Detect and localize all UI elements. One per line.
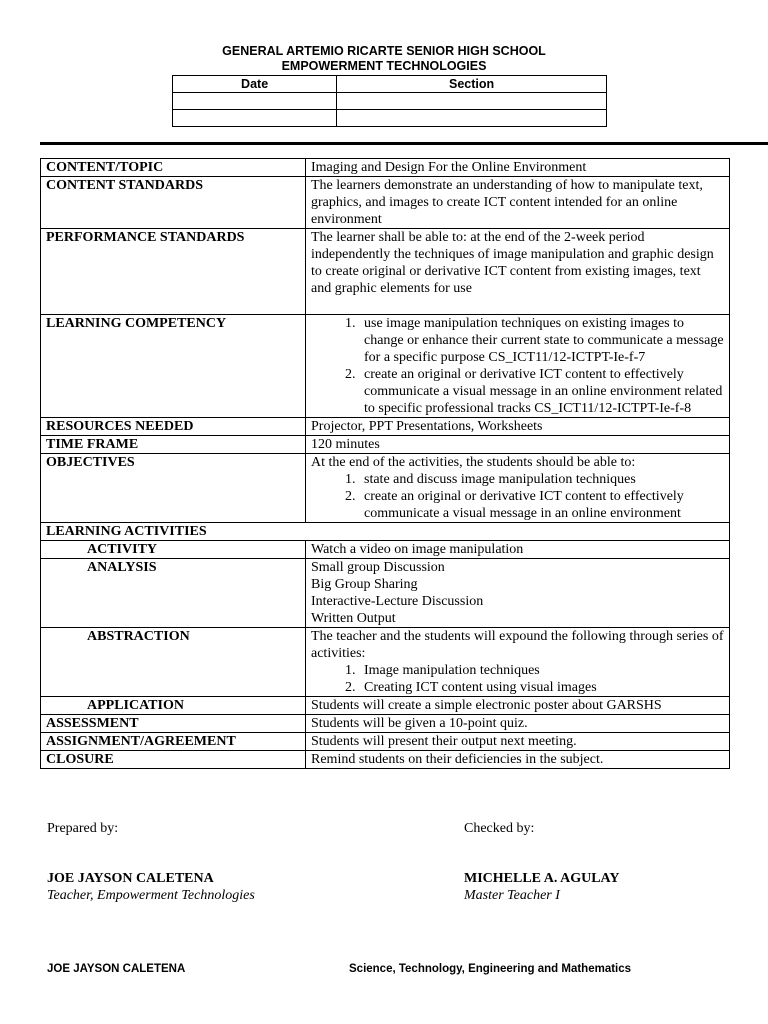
value [306, 559, 730, 628]
preparer-name: JOE JAYSON CALETENA [47, 871, 214, 886]
value: Watch a video on image manipulation [306, 541, 730, 559]
label: PERFORMANCE STANDARDS [41, 229, 306, 315]
checker-title: Master Teacher I [464, 888, 560, 903]
row-application [41, 697, 730, 715]
row-learning-activities [41, 523, 730, 541]
row-time-frame [41, 436, 730, 454]
analysis-line: Interactive-Lecture Discussion [311, 594, 484, 609]
row-abstraction [41, 628, 730, 697]
date-header: Date [173, 76, 337, 93]
abstraction-intro: The teacher and the students will expound the following through series of activities: [311, 629, 724, 661]
subject-title: EMPOWERMENT TECHNOLOGIES [281, 59, 487, 73]
list-item: 2. create an original or derivative ICT content to effectively communicate a visual message in an online environment [359, 488, 724, 522]
label: ASSIGNMENT/AGREEMENT [41, 733, 306, 751]
lesson-plan-table [40, 158, 730, 769]
list-item: 2. Creating ICT content using visual images [359, 679, 724, 696]
footer-strand: Science, Technology, Engineering and Mathematics [349, 963, 632, 975]
row-analysis [41, 559, 730, 628]
value: Students will be given a 10-point quiz. [306, 715, 730, 733]
value: Students will create a simple electronic poster about GARSHS [306, 697, 730, 715]
list-item: 1. state and discuss image manipulation techniques [359, 471, 724, 488]
value [306, 628, 730, 697]
row-closure [41, 751, 730, 769]
label: TIME FRAME [41, 436, 306, 454]
row-learning-competency [41, 315, 730, 418]
section-cell [337, 93, 607, 110]
school-name: GENERAL ARTEMIO RICARTE SENIOR HIGH SCHOOL [222, 44, 546, 58]
label: APPLICATION [41, 697, 306, 715]
row-objectives [41, 454, 730, 523]
value [306, 315, 730, 418]
label: ACTIVITY [41, 541, 306, 559]
row-content-topic [41, 159, 730, 177]
value: Projector, PPT Presentations, Worksheets [306, 418, 730, 436]
list-item: 1. use image manipulation techniques on existing images to change or enhance their current state to communicate a message for a specific purpose CS_ICT11/12-ICTPT-Ie-f-7 [359, 315, 724, 366]
row-activity [41, 541, 730, 559]
footer-author: JOE JAYSON CALETENA [47, 963, 186, 975]
row-content-standards [41, 177, 730, 229]
label: CLOSURE [41, 751, 306, 769]
header-divider [40, 142, 768, 145]
row-resources [41, 418, 730, 436]
label: CONTENT/TOPIC [41, 159, 306, 177]
label: ABSTRACTION [41, 628, 306, 697]
value [306, 454, 730, 523]
label: LEARNING COMPETENCY [41, 315, 306, 418]
competency-list [311, 315, 724, 417]
date-cell [173, 93, 337, 110]
performance-text: The learner shall be able to: at the end of the 2-week period independently the techniques of image manipulation and graphic design to create original or derivative ICT content from existing images, text and graphic elements for use [311, 230, 714, 296]
date-cell [173, 110, 337, 127]
label: OBJECTIVES [41, 454, 306, 523]
preparer-title: Teacher, Empowerment Technologies [47, 888, 255, 903]
value: The learners demonstrate an understanding of how to manipulate text, graphics, and images to create ICT content intended for an online environment [306, 177, 730, 229]
objectives-list [311, 471, 724, 522]
analysis-line: Small group Discussion [311, 560, 445, 575]
label: RESOURCES NEEDED [41, 418, 306, 436]
value: Students will present their output next meeting. [306, 733, 730, 751]
label: ASSESSMENT [41, 715, 306, 733]
prepared-by-label: Prepared by: [47, 821, 119, 836]
checked-by-label: Checked by: [464, 821, 535, 836]
label: LEARNING ACTIVITIES [41, 523, 730, 541]
abstraction-list [311, 662, 724, 696]
list-item: 2. create an original or derivative ICT content to effectively communicate a visual message in an online environment related to specific professional tracks CS_ICT11/12-ICTPT-Ie-f-8 [359, 366, 724, 417]
date-section-table [172, 75, 607, 127]
value: Imaging and Design For the Online Environment [306, 159, 730, 177]
checker-name: MICHELLE A. AGULAY [464, 871, 620, 886]
row-assignment [41, 733, 730, 751]
value [306, 229, 730, 315]
label: ANALYSIS [41, 559, 306, 628]
objectives-intro: At the end of the activities, the students should be able to: [311, 455, 636, 470]
label: CONTENT STANDARDS [41, 177, 306, 229]
section-cell [337, 110, 607, 127]
analysis-line: Big Group Sharing [311, 577, 418, 592]
row-assessment [41, 715, 730, 733]
analysis-line: Written Output [311, 611, 396, 626]
section-header: Section [337, 76, 607, 93]
list-item: 1. Image manipulation techniques [359, 662, 724, 679]
value: Remind students on their deficiencies in the subject. [306, 751, 730, 769]
row-performance-standards [41, 229, 730, 315]
value: 120 minutes [306, 436, 730, 454]
